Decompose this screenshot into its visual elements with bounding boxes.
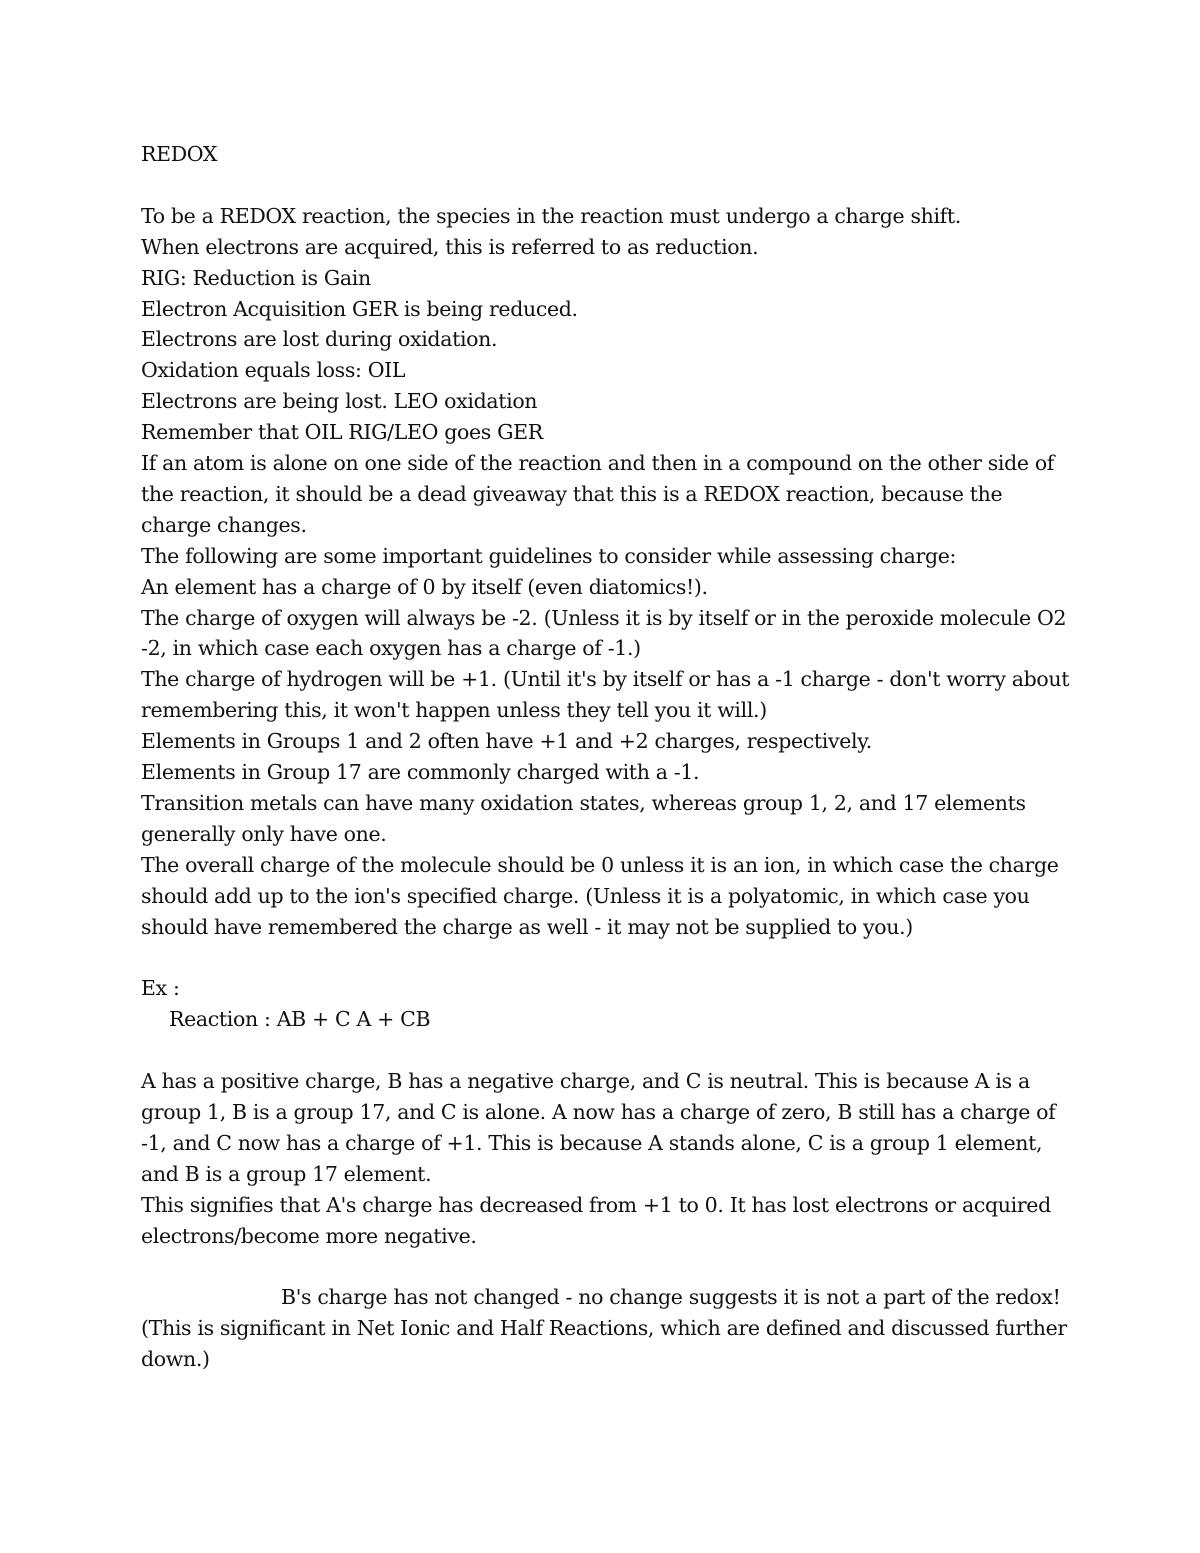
example-b-charge: B's charge has not changed - no change suggests it is not a part of the redox! (This is significant in Net Ionic and Half Reactions, which are defined and discussed further down.)	[141, 1285, 1067, 1372]
guideline-hydrogen: The charge of hydrogen will be +1. (Until it's by itself or has a -1 charge - don't worry about remembering this, it won't happen unless they tell you it will.)	[141, 667, 1070, 723]
text-line: Electrons are being lost. LEO oxidation	[141, 389, 538, 414]
text-line: Oxidation equals loss: OIL	[141, 358, 406, 383]
guideline-overall-charge: The overall charge of the molecule should be 0 unless it is an ion, in which case the charge should add up to the ion's specified charge. (Unless it is a polyatomic, in which case you should have remembered the charge as well - it may not be supplied to you.)	[141, 852, 1059, 939]
guideline-group-17: Elements in Group 17 are commonly charged with a -1.	[141, 760, 700, 785]
blank-line	[141, 943, 1071, 974]
blank-line	[141, 1252, 1071, 1283]
text-line: When electrons are acquired, this is referred to as reduction.	[141, 234, 759, 259]
text-line: Electron Acquisition GER is being reduced.	[141, 296, 578, 321]
text-line: RIG: Reduction is Gain	[141, 265, 371, 290]
guideline-oxygen: The charge of oxygen will always be -2. (Unless it is by itself or in the peroxide molecule O2 -2, in which case each oxygen has a charge of -1.)	[141, 605, 1067, 661]
guideline-groups-1-2: Elements in Groups 1 and 2 often have +1 and +2 charges, respectively.	[141, 729, 872, 754]
blank-line	[141, 170, 1071, 201]
text-line: Remember that OIL RIG/LEO goes GER	[141, 420, 543, 445]
example-label: Ex :	[141, 976, 180, 1001]
example-explanation: A has a positive charge, B has a negative charge, and C is neutral. This is because A is a group 1, B is a group 17, and C is alone. A now has a charge of zero, B still has a charge of -1, and C now has a charge of +1. This is because A stands alone, C is a group 1 element, and B is a group 17 element.	[141, 1069, 1056, 1186]
example-reaction: Reaction : AB + C A + CB	[169, 1007, 431, 1032]
blank-line	[141, 1035, 1071, 1066]
guideline-element: An element has a charge of 0 by itself (even diatomics!).	[141, 574, 708, 599]
guideline-transition-metals: Transition metals can have many oxidation states, whereas group 1, 2, and 17 elements generally only have one.	[141, 791, 1026, 846]
document-title: REDOX	[141, 142, 218, 166]
text-line: To be a REDOX reaction, the species in the reaction must undergo a charge shift.	[141, 203, 961, 228]
example-signifies: This signifies that A's charge has decreased from +1 to 0. It has lost electrons or acquired electrons/become more negative.	[141, 1192, 1051, 1248]
paragraph-atom-alone: If an atom is alone on one side of the reaction and then in a compound on the other side of the reaction, it should be a dead giveaway that this is a REDOX reaction, because the charge changes.	[141, 451, 1055, 537]
guidelines-intro: The following are some important guidelines to consider while assessing charge:	[141, 543, 957, 568]
document-body	[141, 139, 1071, 1375]
text-line: Electrons are lost during oxidation.	[141, 327, 498, 352]
